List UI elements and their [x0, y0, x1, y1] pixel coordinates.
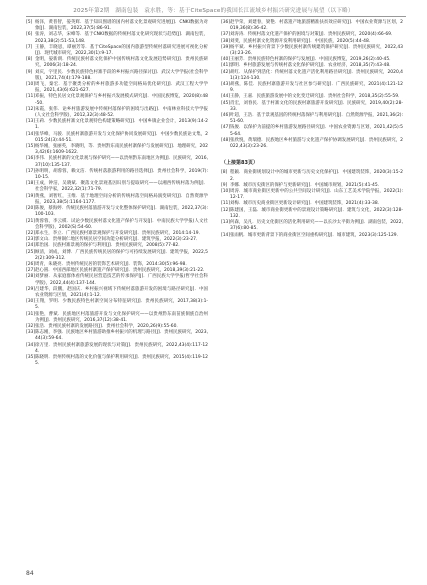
reference-entry	[26, 70, 208, 82]
reference-number: [12]	[26, 106, 36, 112]
reference-number: [17]	[26, 168, 36, 174]
reference-text: 肖宏，刘春民．基于村寨文化的民族村寨旅游开发研究[J]．民族研究，2019,40(2):28-33．	[230, 100, 403, 112]
reference-number: [35]	[26, 354, 36, 360]
reference-number: [43]	[221, 82, 231, 88]
reference-number: [10]	[26, 82, 36, 88]
reference-text: 刘庆，字里民．少数民族特色村寨手段的乡村振兴路径探讨[J]．武汉大学学报(社会科学版)，2021,74(4):179-188．	[35, 69, 208, 81]
reference-text: 张浩．贵州民族村寨的发展路径[J]．贵州社会科学，2020,26(9):55-60．	[35, 323, 181, 329]
reference-number: [10]	[221, 189, 231, 195]
reference-text: 周飞，秦宏．基于聚类分析的乡村旅游多功能空间格局优化研究[J]．武汉工程大学学报，2021,43(6):621-627．	[35, 82, 208, 94]
reference-entry	[221, 82, 403, 94]
reference-text: 朱霞，张伟．论乡村旅游发展中传统村落保护的困境与出路[J]．中南林业科技大学学报(人文社会科学版)，2012,32(3):48-52．	[35, 106, 208, 119]
reference-entry	[221, 220, 403, 232]
reference-list-continued	[221, 170, 403, 238]
reference-text: 郑永生，李立．广西民族村寨景观保护与开发研究[J]．贵州民族研究，2014:14-19．	[35, 230, 204, 236]
reference-text: 吕建华，段鹏，赵国庆．乡村振兴视域下传统村落旅游开发的困境与路径研究[J]．中国农业资源与区划，2021(4):1-12．	[35, 286, 208, 298]
reference-entry	[26, 206, 208, 218]
reference-text: 顾清，刘成，刘博．广西民族传统民居的保护与可持续发展研究[J]．建筑学报，2022,52(2):309-312．	[35, 249, 208, 261]
reference-number: [28]	[26, 274, 36, 280]
reference-entry	[221, 138, 403, 150]
reference-number: [26]	[26, 261, 36, 267]
reference-number: [13]	[221, 220, 231, 226]
reference-entry	[221, 113, 403, 125]
reference-text: 程颖．商业街规划设计中的城市更新与历史文化保护[J]．中国建筑装饰，2020(3):15-22．	[230, 170, 403, 182]
reference-number: [38]	[221, 38, 231, 44]
reference-list-right	[221, 20, 403, 150]
reference-number: [46]	[221, 113, 231, 119]
reference-number: [14]	[221, 232, 231, 238]
reference-number: [9]	[26, 69, 33, 75]
reference-number: [47]	[221, 125, 231, 131]
reference-number: [7]	[26, 44, 33, 50]
reference-entry	[221, 45, 403, 57]
reference-entry	[26, 299, 208, 311]
reference-number: [22]	[26, 230, 36, 236]
reference-text: 徐万里．贵州民族村寨旅游发展的现状与对策[J]．贵州民族研究，2022,43(4):117-124．	[35, 342, 208, 354]
reference-number: [33]	[26, 330, 36, 336]
reference-text: 胡燕，陈佳．民族村寨旅游开发与社区参与研究[J]．广西民族研究，2021(4):121-129．	[230, 82, 403, 94]
reference-text: 黄蓉蓉，李云棋．试论少数民族村落文化遗产保护与开发[J]．中南民族大学学报(人文社会科学版)，2002(S):54-60．	[35, 218, 208, 230]
reference-entry	[221, 189, 403, 201]
reference-number: [37]	[221, 32, 231, 38]
reference-number: [20]	[26, 206, 36, 212]
section-continuation-title: （上接第83页）	[221, 160, 258, 167]
reference-number: [25]	[26, 249, 36, 255]
reference-entry	[26, 194, 208, 206]
reference-text: 张涛，刘志华，宋峰等．基于CNKI数据的传统村落文化研究现状与趋势[J]．湖南包装，2023,38(2):51-53,148．	[35, 32, 208, 44]
reference-text: 王静，丰晓思，谭丽芳等．基于CiteSpace的国内旅游型传统村落研究进展可视化分析[J]．现代城市研究，2022,30(1):9-17．	[35, 44, 208, 57]
reference-number: [42]	[221, 69, 231, 75]
reference-number: [39]	[221, 44, 231, 50]
reference-number: [34]	[26, 342, 36, 348]
reference-number: [31]	[26, 311, 36, 317]
reference-entry	[221, 125, 403, 137]
reference-text: 金明，晏新朗．传统民族村落文化保护中国传统村落文化发展趋势研究[J]．贵州民族研究，2006(3):18-24．	[35, 57, 208, 69]
reference-number: [11]	[26, 94, 36, 100]
reference-text: 王莉．少数民族村寨文化景观特色构建策略研究[J]．中国乡镇企业会计，2013(9):14-21．	[35, 119, 208, 131]
reference-number: [5]	[26, 20, 33, 25]
reference-entry	[26, 57, 208, 69]
reference-entry	[26, 181, 208, 193]
reference-number: [14]	[26, 131, 36, 137]
reference-entry	[26, 156, 208, 168]
reference-text: 何森，吴凡．历史文化街区的活化利用研究——以长沙太平街为例[J]．湖南包装，2022,37(6):80-85．	[230, 220, 403, 232]
reference-entry	[221, 70, 403, 82]
reference-text: 陈俊，蔡海婷．传统民族村落旅游开发与文化整体保护研究[J]．湖南包装，2022,37(3):100-103．	[35, 206, 208, 218]
reference-text: 赵学荣，刘建春，梁艳．村落遗产地旅游精准扶贫效应研究[J]．中国农业资源与区划，2019,36(8):36-42．	[230, 20, 403, 32]
running-header: 2025年第2期 湖南包装 袁水胜，等：基于CiteSpace的我国长江流域乡村振兴研究进展与展望（以下略）	[73, 8, 354, 14]
reference-text: 邓振，特色民居文化景观保护与乡村振兴发展模式研究[J]．中国民族博览，2020(8):48-50．	[35, 94, 208, 106]
reference-number: [19]	[26, 193, 36, 199]
reference-text: 郭文山．贵州铜仁地区传统民居空间功能分析研究[J]．建筑学报，2022(3):23-27．	[35, 237, 201, 243]
reference-entry	[26, 355, 208, 367]
reference-text: 王静，王嘉．民族旅游发展中的文化变迁研究[J]．贵州社会科学，2018,35(2):55-59．	[230, 94, 403, 100]
reference-entry	[26, 32, 208, 44]
reference-entry	[26, 287, 208, 299]
reference-number: [24]	[26, 243, 36, 249]
reference-number: [27]	[26, 268, 36, 274]
reference-entry	[26, 45, 208, 57]
reference-entry	[26, 20, 208, 32]
reference-text: 郭明．乡村旅游发展与传统村落文化保护研究[J]．农业经济，2018,35(7):43-48．	[230, 63, 394, 69]
reference-text: 陈晓明．贵州传统村落的文化价值与保护利用研究[J]．贵州民族研究，2015(4):119-125．	[35, 354, 208, 367]
reference-text: 李娜．城市历史街区的保护与更新研究[J]．中国城市规划，2021(5):41-45．	[230, 182, 383, 188]
reference-entry	[221, 233, 403, 239]
reference-number: [41]	[221, 63, 231, 69]
reference-entry	[26, 107, 208, 119]
reference-text: 刘梅．城市历史商业街区更新设计研究[J]．中国建筑装饰，2021(4):33-38．	[230, 201, 383, 207]
reference-number: [32]	[26, 323, 36, 329]
reference-entry	[221, 170, 403, 182]
reference-text: 赵心圆．中国西部地区民族村寨遗产保护研究[J]．贵州民族研究，2018,39(3):21-22．	[35, 268, 208, 274]
reference-number: [36]	[221, 20, 231, 25]
reference-entry	[26, 82, 208, 94]
reference-text: 钱俊．以保护为前提的乡村旅游发展路径研究[J]．中国农业资源与区划，2021,42(5):55-64．	[230, 125, 403, 137]
reference-text: 郑治国．民族村寨景观的保护与利用[J]．贵州民族研究，2008(5):77-82．	[35, 243, 183, 249]
reference-text: 张欣悦，黄瑞德．民族地区乡村旅游与文化遗产保护协调发展研究[J]．贵州民族研究，2022,43(3):23-26．	[230, 137, 403, 150]
reference-text: 黄燕，刘智红，王维．基于地理空间分析的传统村落空间格局演变研究[J]．自然资源学报，2023,38(5):1164-1177．	[35, 193, 208, 205]
reference-number: [29]	[26, 286, 36, 292]
reference-entry	[26, 219, 208, 231]
reference-number: [8]	[26, 57, 33, 63]
reference-entry	[26, 132, 208, 144]
reference-text: 刘斐，民族村寨文化资源开发利用研究[J]．中国民族，2020(5):44-48．	[230, 38, 374, 44]
reference-entry	[26, 250, 208, 262]
reference-number: [15]	[26, 144, 36, 150]
reference-text: 杨泽，黄普智，晏英辉．基于知识图谱的国内村落文化景观研究进展[J]．CNKI数据为对象[J]．湖南包装，2022,37(5):86-91．	[35, 20, 208, 32]
reference-number: [48]	[221, 137, 231, 143]
reference-number: [30]	[26, 299, 36, 305]
reference-entry	[26, 119, 208, 131]
reference-entry	[26, 144, 208, 156]
reference-number: [16]	[26, 156, 36, 162]
reference-text: 王翔，罗明．少数民族特色村寨空间分布特征研究[J]．贵州民族研究，2017,38(3):1-5．	[35, 299, 208, 311]
reference-number: [8]	[221, 170, 228, 176]
reference-number: [6]	[26, 32, 33, 38]
reference-entry	[221, 208, 403, 220]
reference-entry	[26, 330, 208, 342]
reference-text: 李伟．民族村寨的文化景观与保护研究——以贵州黔东南地区为例[J]．民族研究，2016,37(10):135-137．	[35, 156, 208, 168]
reference-text: 周涛．城市商业街区更新中的公共空间设计研究[J]．山东工艺美术学院学报，2022(1):12-17．	[230, 189, 403, 201]
reference-number: [12]	[221, 207, 231, 213]
reference-text: 张雨帆．城市更新背景下的商业街区空间重构研究[J]．城市建筑，2023(3):125-129．	[230, 232, 402, 238]
reference-entry	[221, 20, 403, 32]
reference-text: 叶超，王浩．基于景观基因的传统村落保护与利用研究[J]．自然资源学报，2021,36(2):51-60．	[230, 113, 403, 125]
reference-number: [23]	[26, 237, 36, 243]
reference-text: 张艳，曹斌．民族地区村落旅游开发与文化保护研究——以贵州黔东南苗族侗族自治州为例[J]．贵州民族研究，2016,37(12):38-41．	[35, 311, 208, 323]
reference-number: [44]	[221, 94, 231, 100]
reference-text: 胡红．从保护到活化：传统村落文化遗产活化利用路径研究[J]．贵州民族研究，2020,41(3):124-130．	[230, 69, 403, 81]
reference-text: 刘涛涛．传统村落文化遗产保护的困境与对策[J]．贵州民族研究，2020(4):66-69．	[230, 32, 396, 38]
reference-entry	[26, 94, 208, 106]
reference-number: [18]	[26, 181, 36, 187]
header-divider	[26, 16, 406, 17]
reference-text: 陈建国，王磊．城市商业街更新中的景观设计策略研究[J]．建筑与文化，2022(3):128-132．	[230, 207, 403, 219]
reference-number: [40]	[221, 57, 231, 63]
reference-entry	[26, 274, 208, 286]
right-column	[221, 20, 403, 239]
reference-number: [13]	[26, 119, 36, 125]
reference-number: [45]	[221, 100, 231, 106]
reference-text: 王丽芳．贵州民族特色村寨的保护与发展[J]．中国民族博览，2019,26(2):40-45．	[230, 57, 394, 63]
reference-entry	[221, 101, 403, 113]
reference-text: 陈志刚，李强．民族地区乡村旅游助推乡村振兴的机理与路径[J]．贵州民族研究，2023,44(3):59-64．	[35, 330, 208, 342]
reference-number: [11]	[221, 201, 231, 207]
page-number: 84	[26, 570, 34, 577]
reference-number: [9]	[221, 182, 228, 188]
reference-entry	[26, 343, 208, 355]
reference-text: 杨平斌．乡村振兴背景下少数民族村寨传统建筑保护研究[J]．贵州民族研究，2022,43(3):23-26．	[230, 44, 403, 57]
reference-text: 孙明明，胡蓉蓉，赖文洁．传统村落旅游利用的路径选择[J]．贵州社会科学，2019(7):10-15．	[35, 168, 208, 181]
left-column	[26, 20, 208, 367]
reference-text: 周青，朱晓亮．贵州传统民居的装饰艺术研究[J]．装饰，2014:30(5):96-98．	[35, 261, 190, 267]
reference-text: 王成，钟洁，吴晓斌．聚落文化景观基因识别与提取研究——以湘西传统村落为例[J]．社会科学家，2022,32(1):71-79．	[35, 181, 208, 193]
reference-number: [21]	[26, 218, 36, 224]
reference-text: 刘梦丽．从家庭群体看传统民居营造技艺的传承保护[J]．广西民族大学学报(哲学社会科学版)，2022,44(4):137-144．	[35, 274, 208, 286]
reference-entry	[26, 312, 208, 324]
reference-entry	[26, 169, 208, 181]
reference-text: 张华峰，马骏．民族村寨旅游开发与文化保护协同发展研究[J]．中国少数民族论文集，2015:24(3):44-51．	[35, 131, 208, 143]
reference-text: 杨华刚，张丽英，李晓明，等．贵州黔东南民族村寨保护与发展研究[J]．地理研究，2023,42(6):1609-1622．	[35, 144, 208, 156]
